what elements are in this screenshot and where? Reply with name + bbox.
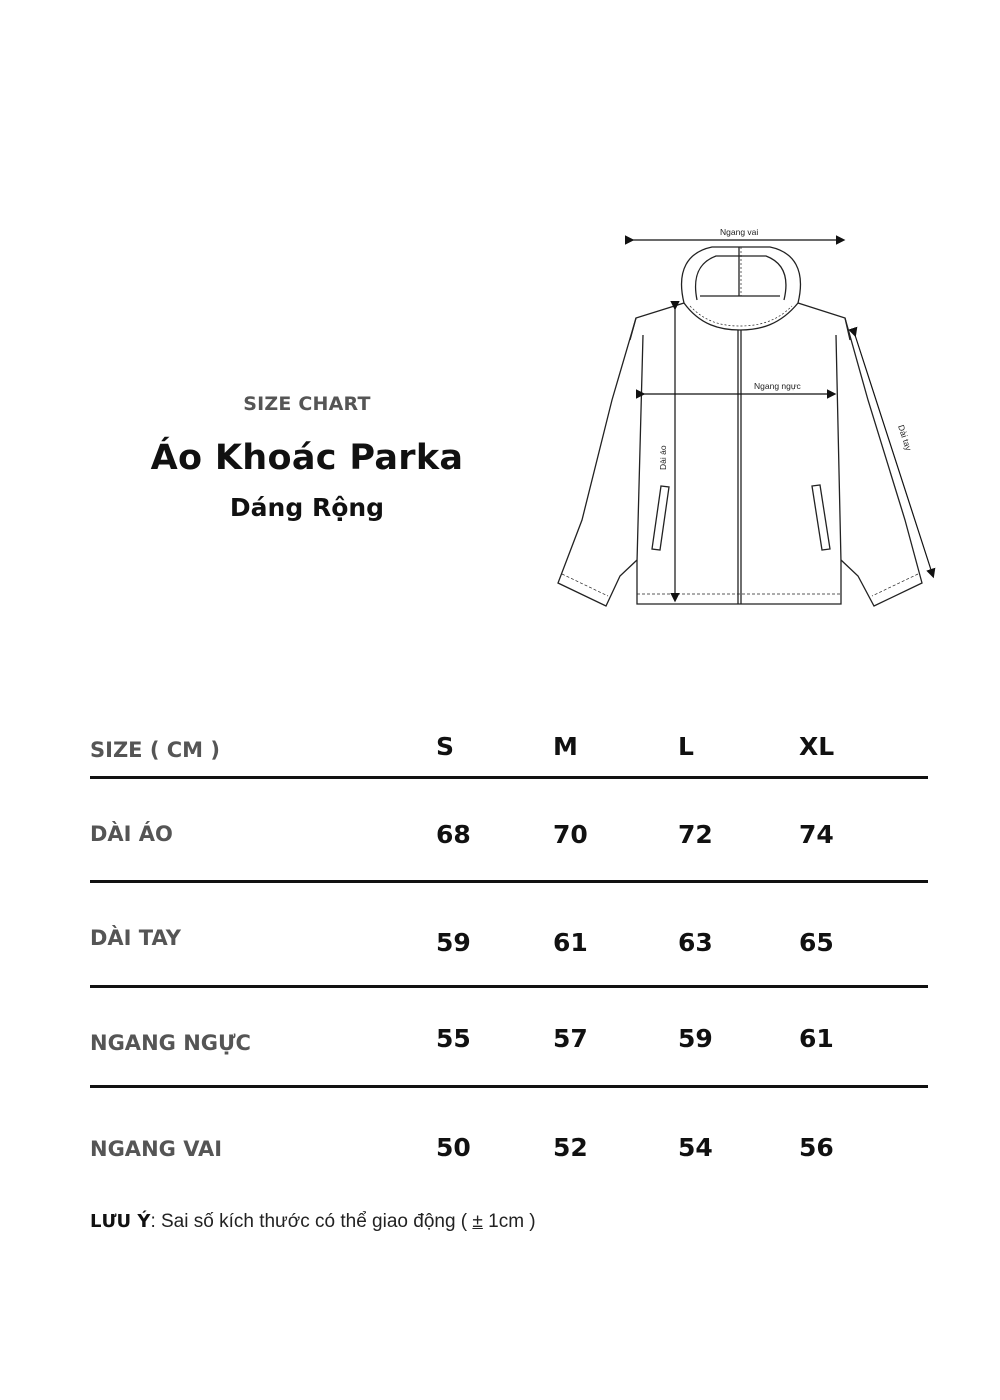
cell-value: 57: [553, 1024, 588, 1053]
header-size-m: M: [553, 732, 578, 761]
label-length: Dài áo: [658, 445, 668, 470]
size-table: [90, 728, 928, 1162]
label-sleeve: Dài tay: [896, 423, 914, 452]
row-label-length: DÀI ÁO: [90, 822, 173, 846]
plus-minus-sign: ±: [472, 1211, 483, 1232]
header-size-unit: SIZE ( CM ): [90, 738, 220, 762]
note-suffix: 1cm ): [482, 1211, 536, 1232]
cell-value: 59: [678, 1024, 713, 1053]
jacket-measurement-diagram: [548, 222, 948, 612]
table-divider: [90, 880, 928, 883]
header-size-s: S: [436, 732, 455, 761]
cell-value: 65: [799, 928, 834, 957]
cell-value: 61: [553, 928, 588, 957]
cell-value: 72: [678, 820, 713, 849]
cell-value: 59: [436, 928, 471, 957]
jacket-outline-icon: [548, 222, 948, 612]
label-shoulder: Ngang vai: [720, 227, 759, 237]
cell-value: 74: [799, 820, 834, 849]
cell-value: 54: [678, 1133, 713, 1162]
header-size-l: L: [678, 732, 694, 761]
fit-type: Dáng Rộng: [229, 493, 385, 522]
note-text: : Sai số kích thước có thể giao động (: [150, 1211, 473, 1232]
cell-value: 70: [553, 820, 588, 849]
size-chart-kicker: SIZE CHART: [243, 393, 371, 415]
cell-value: 61: [799, 1024, 834, 1053]
note-prefix: LƯU Ý: [90, 1211, 151, 1232]
table-divider: [90, 776, 928, 779]
table-divider: [90, 1085, 928, 1088]
cell-value: 50: [436, 1133, 471, 1162]
header-size-xl: XL: [799, 732, 835, 761]
table-header-row: [90, 728, 928, 776]
row-label-sleeve: DÀI TAY: [90, 926, 181, 950]
cell-value: 63: [678, 928, 713, 957]
cell-value: 52: [553, 1133, 588, 1162]
row-label-shoulder: NGANG VAI: [90, 1137, 223, 1161]
product-title: Áo Khoác Parka: [150, 438, 464, 478]
tolerance-note: [90, 1211, 536, 1233]
label-chest: Ngang ngực: [754, 381, 801, 391]
cell-value: 68: [436, 820, 471, 849]
table-divider: [90, 985, 928, 988]
cell-value: 56: [799, 1133, 834, 1162]
row-label-chest: NGANG NGỰC: [90, 1031, 251, 1055]
cell-value: 55: [436, 1024, 471, 1053]
